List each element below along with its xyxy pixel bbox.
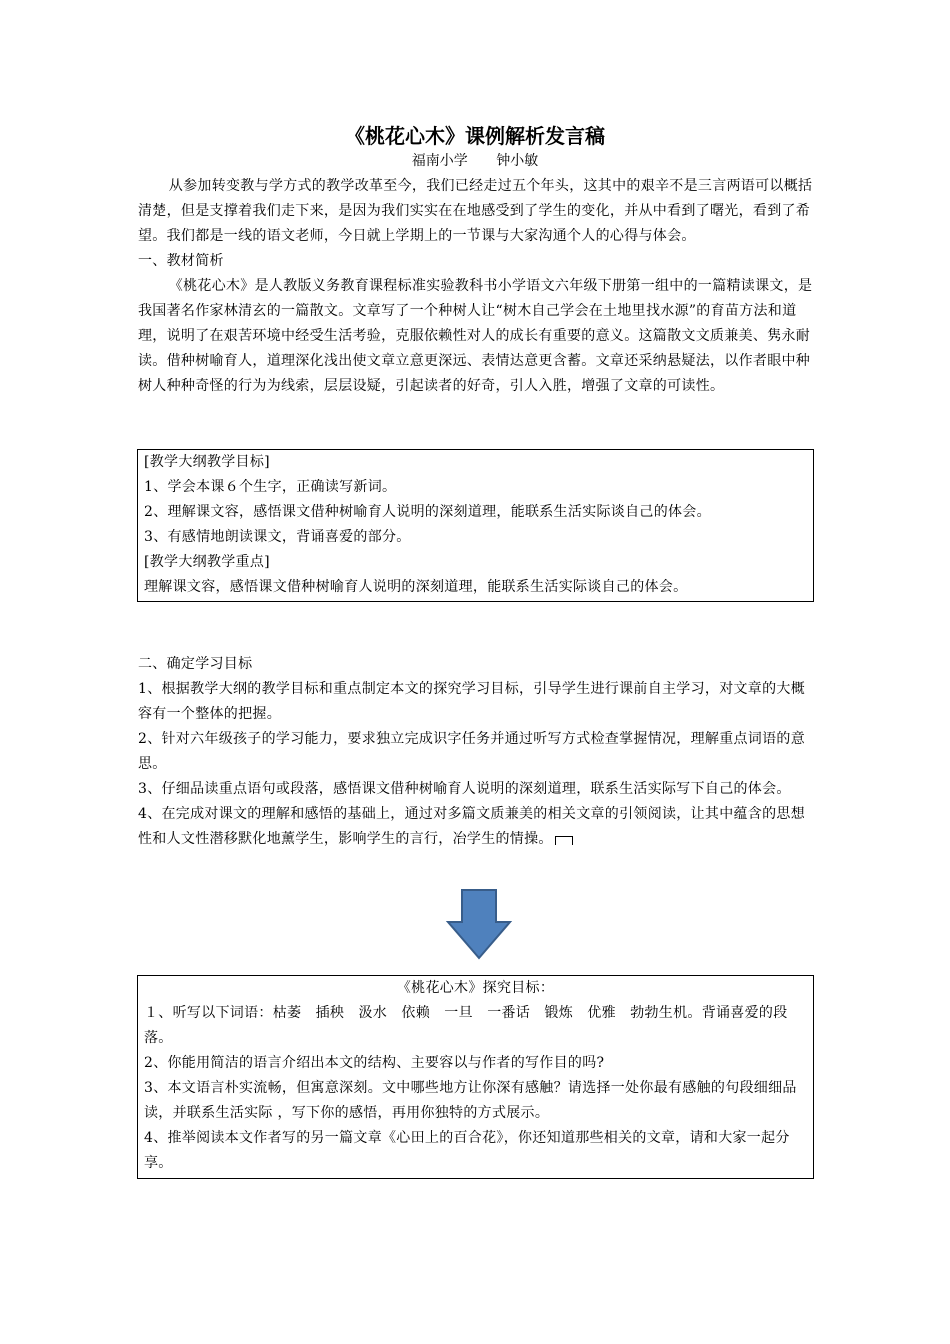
inquiry-goal-item: 4、推举阅读本文作者写的另一篇文章《心田上的百合花》，你还知道那些相关的文章，请和大家一起分享。 [144,1130,790,1171]
text-cursor-mark [555,836,573,845]
section1-body: 《桃花心木》是人教版义务教育课程标准实验教科书小学语文六年级下册第一组中的一篇精读课文，是我国著名作家林清玄的一篇散文。文章写了一个种树人让“树木自己学会在土地里找水源”的育苗方法和道理，说明了在艰苦环境中经受生活考验，克服依赖性对人的成长有重要的意义。这篇散文文质兼美、隽永耐读。借种树喻育人，道理深化浅出使文章立意更深远、表情达意更含蓄。文章还采纳悬疑法，以作者眼中种树人种种奇怪的行为为线索，层层设疑，引起读者的好奇，引人入胜，增强了文章的可读性。 [138,278,813,394]
goals-label: [教学大纲教学目标] [144,454,270,470]
goal-item: 1、学会本课６个生字，正确读写新词。 [144,479,397,495]
down-arrow-icon [444,888,514,960]
author-school: 福南小学 [411,153,468,169]
author-line [0,150,950,172]
syllabus-goals-box [137,449,814,602]
inquiry-goals-box [137,975,814,1179]
section2-heading: 二、确定学习目标 [138,656,253,672]
goal-item: 3、有感情地朗读课文，背诵喜爱的部分。 [144,529,411,545]
intro-section [138,174,814,399]
intro-paragraph: 从参加转变教与学方式的教学改革至今，我们已经走过五个年头，这其中的艰辛不是三言两语可以概括清楚，但是支撑着我们走下来，是因为我们实实在在地感受到了学生的变化，并从中看到了曙光，看到了希望。我们都是一线的语文老师，今日就上学期上的一节课与大家沟通个人的心得与体会。 [138,178,813,244]
inquiry-goal-item: １、听写以下词语：枯萎 插秧 汲水 依赖 一旦 一番话 锻炼 优雅 勃勃生机。背诵喜爱的段落。 [144,1005,788,1046]
inquiry-goal-item: 3、本文语言朴实流畅，但寓意深刻。文中哪些地方让你深有感触？请选择一处你最有感触的句段细细品读，并联系生活实际 ，写下你的感悟，再用你独特的方式展示。 [144,1080,797,1121]
author-name: 钟小敏 [496,153,539,169]
document-title: 《桃花心木》课例解析发言稿 [345,124,605,148]
goal-item: 2、理解课文容，感悟课文借种树喻育人说明的深刻道理，能联系生活实际谈自己的体会。 [144,504,711,520]
learning-goal-item: 2、针对六年级孩子的学习能力，要求独立完成识字任务并通过听写方式检查掌握情况，理解重点词语的意思。 [138,731,806,772]
focus-text: 理解课文容，感悟课文借种树喻育人说明的深刻道理，能联系生活实际谈自己的体会。 [144,579,688,595]
section2 [138,652,814,852]
focus-label: [教学大纲教学重点] [144,554,270,570]
learning-goal-item: 1、根据教学大纲的教学目标和重点制定本文的探究学习目标，引导学生进行课前自主学习，对文章的大概容有一个整体的把握。 [138,681,806,722]
section1-heading: 一、教材简析 [138,253,224,269]
learning-goal-item: 4、在完成对课文的理解和感悟的基础上，通过对多篇文质兼美的相关文章的引领阅读，让其中蕴含的思想性和人文性潜移默化地薰学生，影响学生的言行，冶学生的情操。 [138,806,806,847]
inquiry-goals-title: 《桃花心木》探究目标： [396,980,555,996]
inquiry-goal-item: 2、你能用简洁的语言介绍出本文的结构、主要容以与作者的写作目的吗? [144,1055,605,1071]
learning-goal-item: 3、仔细品读重点语句或段落，感悟课文借种树喻育人说明的深刻道理，联系生活实际写下自己的体会。 [138,781,791,797]
